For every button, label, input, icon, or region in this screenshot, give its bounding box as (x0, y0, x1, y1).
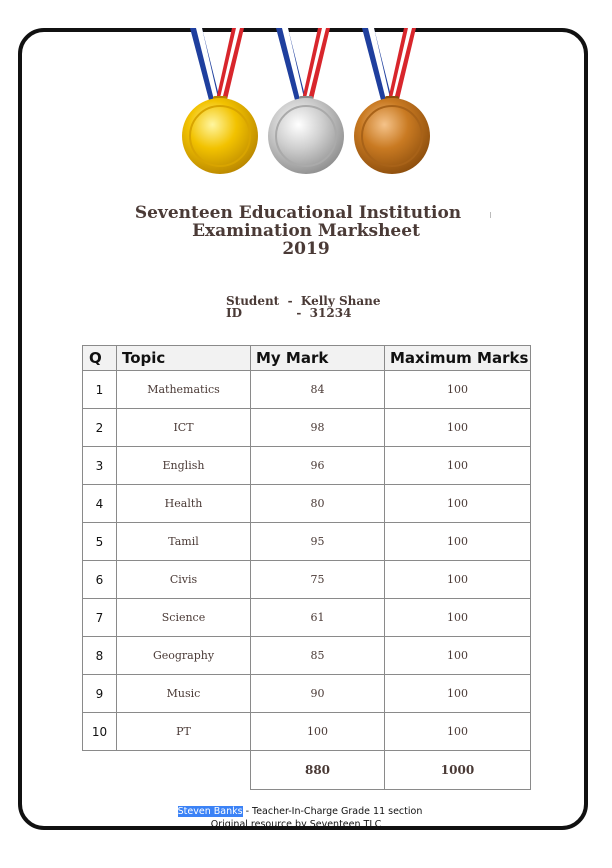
row-mark: 100 (251, 713, 385, 751)
row-topic: ICT (117, 409, 251, 447)
table-row (83, 637, 531, 675)
teacher-name[interactable]: Steven Banks (177, 806, 243, 817)
row-number: 5 (83, 523, 117, 561)
silver-medal-icon (268, 28, 344, 174)
blank-cell (117, 751, 251, 790)
row-topic: Civis (117, 561, 251, 599)
row-mark: 95 (251, 523, 385, 561)
column-header-topic: Topic (117, 346, 251, 371)
row-max: 100 (385, 675, 531, 713)
row-mark: 96 (251, 447, 385, 485)
student-id: ID - 31234 (226, 306, 352, 320)
row-max: 100 (385, 599, 531, 637)
row-mark: 61 (251, 599, 385, 637)
row-mark: 75 (251, 561, 385, 599)
row-number: 4 (83, 485, 117, 523)
row-mark: 84 (251, 371, 385, 409)
table-row (83, 713, 531, 751)
row-mark: 80 (251, 485, 385, 523)
exam-year: 2019 (282, 239, 330, 259)
table-row (83, 485, 531, 523)
bronze-medal-icon (354, 28, 430, 174)
document-title: Examination Marksheet (192, 221, 420, 241)
row-number: 7 (83, 599, 117, 637)
row-number: 9 (83, 675, 117, 713)
student-name: Student - Kelly Shane (226, 294, 381, 308)
row-topic: Health (117, 485, 251, 523)
row-topic: Geography (117, 637, 251, 675)
row-topic: Tamil (117, 523, 251, 561)
row-topic: Mathematics (117, 371, 251, 409)
row-number: 1 (83, 371, 117, 409)
column-header-my-mark: My Mark (251, 346, 385, 371)
row-topic: Music (117, 675, 251, 713)
total-row (83, 751, 531, 790)
row-max: 100 (385, 637, 531, 675)
row-number: 6 (83, 561, 117, 599)
total-max: 1000 (385, 751, 531, 790)
row-max: 100 (385, 713, 531, 751)
row-number: 8 (83, 637, 117, 675)
marks-table (82, 345, 531, 790)
table-row (83, 371, 531, 409)
column-header-maximum-marks: Maximum Marks (385, 346, 531, 371)
row-max: 100 (385, 523, 531, 561)
row-max: 100 (385, 409, 531, 447)
row-mark: 90 (251, 675, 385, 713)
row-topic: English (117, 447, 251, 485)
row-max: 100 (385, 561, 531, 599)
table-row (83, 561, 531, 599)
row-topic: PT (117, 713, 251, 751)
total-mark: 880 (251, 751, 385, 790)
row-max: 100 (385, 371, 531, 409)
gold-medal-icon (182, 28, 258, 174)
row-mark: 85 (251, 637, 385, 675)
medals-illustration (180, 28, 440, 178)
blank-cell (83, 751, 117, 790)
credit-line: Original resource by Seventeen TLC (210, 819, 382, 830)
row-topic: Science (117, 599, 251, 637)
row-number: 3 (83, 447, 117, 485)
table-header-row (83, 346, 531, 371)
teacher-role: - Teacher-In-Charge Grade 11 section (242, 806, 423, 817)
table-row (83, 409, 531, 447)
table-row (83, 599, 531, 637)
row-number: 10 (83, 713, 117, 751)
row-number: 2 (83, 409, 117, 447)
row-mark: 98 (251, 409, 385, 447)
column-header-q: Q (83, 346, 117, 371)
table-row (83, 675, 531, 713)
row-max: 100 (385, 447, 531, 485)
institution-title: Seventeen Educational Institution (134, 203, 462, 223)
teacher-line (0, 806, 606, 818)
stray-mark (490, 212, 491, 218)
table-row (83, 523, 531, 561)
table-row (83, 447, 531, 485)
row-max: 100 (385, 485, 531, 523)
